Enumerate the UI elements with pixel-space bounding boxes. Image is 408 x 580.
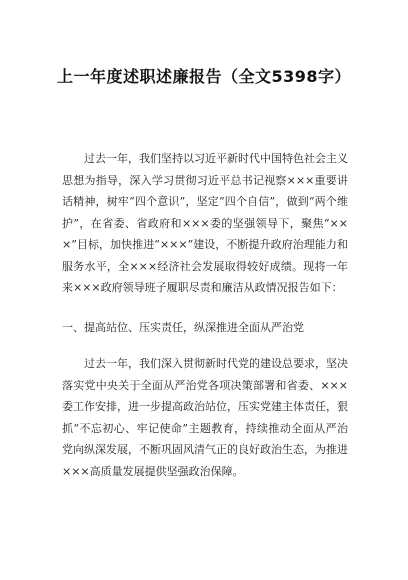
section-heading-1: 一、提高站位、压实责任，纵深推进全面从严治党 — [62, 321, 304, 334]
intro-paragraph: 过去一年，我们坚持以习近平新时代中国特色社会主义思想为指导，深入学习贯彻习近平总书记视察×××重要讲话精神，树牢“四个意识”，坚定“四个自信”，做到“两个维护”，在省委、省政府和×××委的坚强领导下，聚焦“×××”目标，加快推进“×××”建设，不断提升政府治理能力和服务水平，全×××经济社会发展取得较好成绩。现将一年来×××政府领导班子履职尽责和廉洁从政情况报告如下： — [62, 152, 348, 294]
section-1-paragraph: 过去一年，我们深入贯彻新时代党的建设总要求，坚决落实党中央关于全面从严治党各项决策部署和省委、×××委工作安排，进一步提高政治站位，压实党建主体责任，狠抓“不忘初心、牢记使命”主题教育，持续推动全面从严治党向纵深发展，不断巩固风清气正的良好政治生态，为推进×××高质量发展提供坚强政治保障。 — [62, 357, 348, 478]
document-title: 上一年度述职述廉报告（全文5398字） — [56, 67, 352, 86]
